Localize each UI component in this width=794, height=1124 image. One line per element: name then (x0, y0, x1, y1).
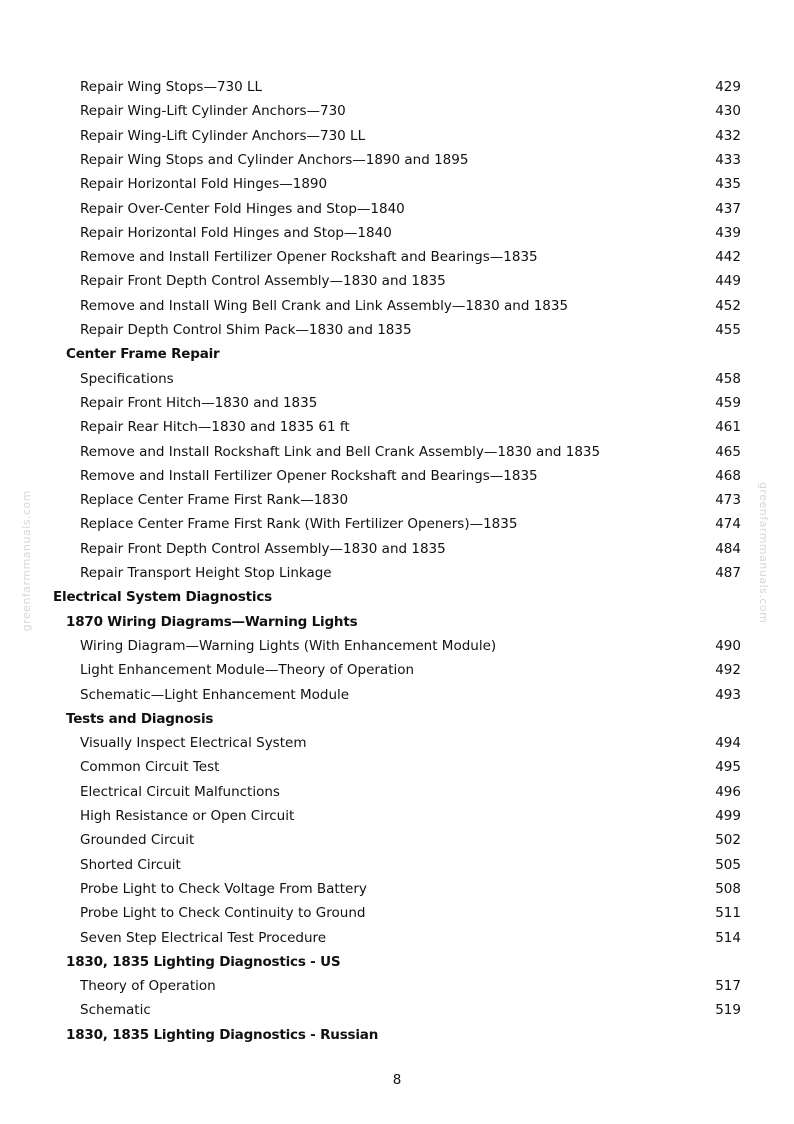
toc-entry-title: Tests and Diagnosis (66, 710, 214, 727)
toc-entry[interactable] (80, 441, 741, 463)
toc-entry[interactable] (80, 465, 741, 487)
toc-entry-page: 499 (715, 808, 741, 824)
toc-section-heading[interactable] (66, 1024, 741, 1046)
watermark-left: greenfarmmanuals.com (20, 490, 33, 632)
toc-entry[interactable] (80, 659, 741, 681)
toc-entry[interactable] (80, 829, 741, 851)
toc-entry-title: 1830, 1835 Lighting Diagnostics - Russian (66, 1026, 379, 1043)
toc-entry-title: Remove and Install Rockshaft Link and Bell Crank Assembly—1830 and 1835 (80, 443, 601, 460)
toc-entry-title: Light Enhancement Module—Theory of Operation (80, 662, 415, 679)
toc-entry-page: 511 (715, 905, 741, 922)
toc-entry-page: 490 (715, 637, 741, 654)
toc-entry[interactable] (80, 173, 741, 195)
toc-entry-title: Wiring Diagram—Warning Lights (With Enhancement Module) (80, 637, 497, 654)
toc-entry-title: Common Circuit Test (80, 759, 220, 776)
toc-entry[interactable] (80, 878, 741, 900)
toc-entry[interactable] (80, 999, 741, 1021)
toc-entry[interactable] (80, 756, 741, 778)
toc-entry-page: 442 (715, 249, 741, 266)
toc-entry-title: Center Frame Repair (66, 346, 220, 363)
toc-entry-title: Repair Wing Stops—730 LL (80, 79, 263, 95)
toc-entry-page: 461 (715, 419, 741, 436)
toc-entry[interactable] (80, 319, 741, 341)
toc-entry-title: Replace Center Frame First Rank (With Fertilizer Openers)—1835 (80, 516, 518, 533)
toc-entry-page: 473 (715, 492, 741, 509)
toc-entry-page: 433 (715, 151, 741, 168)
toc-entry[interactable] (80, 270, 741, 292)
toc-entry-title: Shorted Circuit (80, 856, 181, 873)
toc-entry-title: High Resistance or Open Circuit (80, 808, 295, 824)
toc-entry[interactable] (80, 732, 741, 754)
toc-entry-title: Theory of Operation (80, 978, 216, 995)
toc-entry-page: 519 (715, 1002, 741, 1019)
toc-entry-page: 458 (715, 370, 741, 387)
toc-entry[interactable] (80, 198, 741, 220)
toc-entry-title: Repair Front Depth Control Assembly—1830 and 1835 (80, 273, 446, 290)
toc-entry-page: 505 (715, 856, 741, 873)
toc-entry[interactable] (80, 246, 741, 268)
toc-entry-title: Remove and Install Fertilizer Opener Rockshaft and Bearings—1835 (80, 249, 538, 266)
toc-entry-page: 492 (715, 662, 741, 679)
toc-entry[interactable] (80, 805, 741, 827)
toc-entry-page: 495 (715, 759, 741, 776)
toc-entry-title: Schematic (80, 1002, 151, 1019)
page-number: 8 (392, 1072, 402, 1088)
toc-entry-page: 432 (715, 127, 741, 144)
toc-entry[interactable] (80, 975, 741, 997)
toc-entry-title: Repair Rear Hitch—1830 and 1835 61 ft (80, 419, 350, 436)
toc-entry-title: Repair Wing-Lift Cylinder Anchors—730 (80, 103, 346, 120)
toc-entry-title: Specifications (80, 370, 174, 387)
toc-entry[interactable] (80, 902, 741, 924)
toc-entry-page: 493 (715, 686, 741, 703)
toc-entry-page: 487 (715, 565, 741, 581)
toc-section-heading[interactable] (66, 611, 741, 633)
toc-entry-page: 437 (715, 200, 741, 217)
toc-entry[interactable] (80, 562, 741, 584)
toc-entry-page: 502 (715, 832, 741, 849)
toc-entry-title: Electrical System Diagnostics (53, 589, 272, 606)
toc-entry-title: Remove and Install Wing Bell Crank and Link Assembly—1830 and 1835 (80, 297, 569, 314)
toc-entry-title: Probe Light to Check Continuity to Ground (80, 905, 366, 922)
toc-entry-title: Seven Step Electrical Test Procedure (80, 929, 327, 946)
toc-entry-title: Probe Light to Check Voltage From Battery (80, 880, 367, 897)
toc-entry[interactable] (80, 489, 741, 511)
toc-section-heading[interactable] (66, 708, 741, 730)
toc-section-heading[interactable] (53, 586, 741, 608)
toc-entry-title: Repair Front Hitch—1830 and 1835 (80, 394, 318, 411)
toc-entry-title: Electrical Circuit Malfunctions (80, 783, 280, 800)
toc-entry-title: Repair Over-Center Fold Hinges and Stop—1840 (80, 200, 405, 217)
toc-entry-title: 1830, 1835 Lighting Diagnostics - US (66, 953, 341, 970)
toc-entry-page: 455 (715, 322, 741, 338)
toc-entry-title: 1870 Wiring Diagrams—Warning Lights (66, 613, 358, 630)
toc-entry-page: 474 (715, 516, 741, 533)
toc-entry-page: 459 (715, 394, 741, 411)
toc-entry-title: Replace Center Frame First Rank—1830 (80, 492, 349, 509)
toc-entry[interactable] (80, 684, 741, 706)
toc-entry[interactable] (80, 538, 741, 560)
toc-entry-title: Repair Horizontal Fold Hinges and Stop—1840 (80, 224, 392, 241)
toc-entry-page: 517 (715, 978, 741, 995)
toc-entry-page: 429 (715, 79, 741, 95)
toc-entry-title: Repair Wing-Lift Cylinder Anchors—730 LL (80, 127, 366, 144)
toc-entry[interactable] (80, 635, 741, 657)
toc-entry[interactable] (80, 392, 741, 414)
toc-entry[interactable] (80, 295, 741, 317)
toc-entry-title: Remove and Install Fertilizer Opener Rockshaft and Bearings—1835 (80, 467, 538, 484)
toc-entry-title: Grounded Circuit (80, 832, 195, 849)
toc-entry[interactable] (80, 76, 741, 98)
toc-entry[interactable] (80, 927, 741, 949)
toc-entry-page: 494 (715, 735, 741, 752)
toc-entry-page: 452 (715, 297, 741, 314)
toc-entry-title: Repair Front Depth Control Assembly—1830 and 1835 (80, 540, 446, 557)
toc-entry-title: Repair Transport Height Stop Linkage (80, 565, 332, 581)
toc-entry-page: 430 (715, 103, 741, 120)
toc-entry-title: Repair Depth Control Shim Pack—1830 and 1835 (80, 322, 412, 338)
watermark-right: greenfarmmanuals.com (757, 482, 770, 624)
toc-section-heading[interactable] (66, 951, 741, 973)
toc-entry-page: 465 (715, 443, 741, 460)
toc-entry[interactable] (80, 854, 741, 876)
toc-entry-title: Schematic—Light Enhancement Module (80, 686, 350, 703)
toc-entry-page: 449 (715, 273, 741, 290)
toc-entry-page: 484 (715, 540, 741, 557)
toc-entry[interactable] (80, 125, 741, 147)
toc-entry[interactable] (80, 416, 741, 438)
toc-entry-page: 508 (715, 880, 741, 897)
toc-entry[interactable] (80, 100, 741, 122)
toc-entry-page: 514 (715, 929, 741, 946)
toc-entry-title: Repair Horizontal Fold Hinges—1890 (80, 176, 328, 193)
toc-entry[interactable] (80, 149, 741, 171)
toc-entry[interactable] (80, 368, 741, 390)
toc-entry-title: Visually Inspect Electrical System (80, 735, 307, 752)
toc-entry-page: 439 (715, 224, 741, 241)
toc-entry[interactable] (80, 513, 741, 535)
toc-entry-page: 496 (715, 783, 741, 800)
toc-entry[interactable] (80, 781, 741, 803)
toc-entry-page: 468 (715, 467, 741, 484)
toc-entry-title: Repair Wing Stops and Cylinder Anchors—1890 and 1895 (80, 151, 469, 168)
toc-entry[interactable] (80, 222, 741, 244)
toc-section-heading[interactable] (66, 343, 741, 365)
toc-entry-page: 435 (715, 176, 741, 193)
